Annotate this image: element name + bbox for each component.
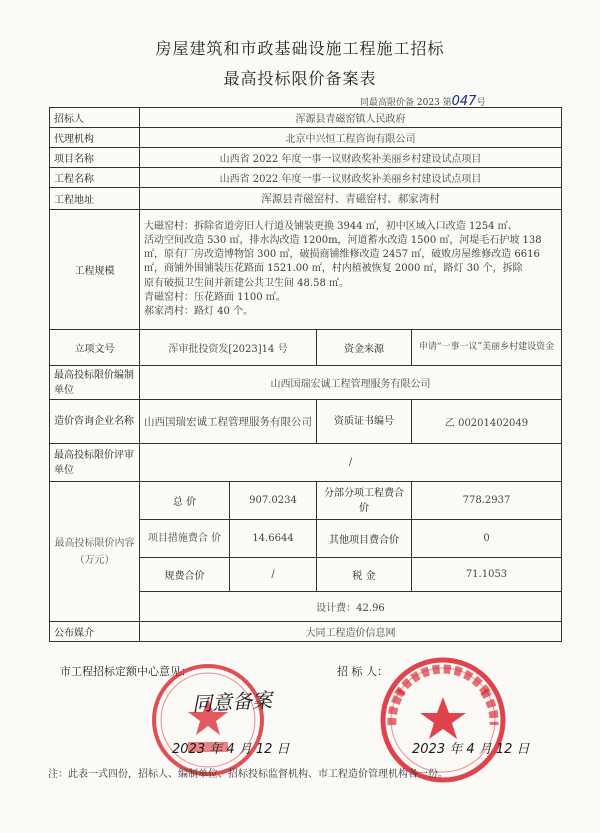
scale-line: 郝家湾村：路灯 40 个。 <box>144 306 254 317</box>
engineering-site-value: 浑源县青磁窑村、青磁窑村、郝家湾村 <box>140 188 562 210</box>
engineering-name-value: 山西省 2022 年度一事一议财政奖补美丽乡村建设试点项目 <box>140 168 562 188</box>
scale-line: 大磁窑村：拆除省道旁旧人行道及铺装更换 3944 ㎡，初中区域入口改造 1254 ㎡、 <box>144 220 518 232</box>
tax-label: 税 金 <box>317 558 412 592</box>
consulting-value: 山西国瑞宏诚工程管理服务有限公司 <box>140 400 317 444</box>
media-value: 大同工程造价信息网 <box>140 622 562 642</box>
agent-label: 代理机构 <box>50 128 140 148</box>
filing-table <box>49 107 562 642</box>
agent-value: 北京中兴恒工程咨询有限公司 <box>140 128 562 148</box>
limit-label: 最高投标限价内容（万元） <box>50 482 140 622</box>
date-right: 2023 年 4 月 12 日 <box>412 742 530 757</box>
date-left: 2023 年 4 月 12 日 <box>172 742 290 757</box>
row-engineering-name <box>50 168 562 188</box>
other-label: 其他项目费合价 <box>317 520 412 558</box>
approval-label: 立项文号 <box>50 330 140 366</box>
consulting-label: 造价咨询企业名称 <box>50 400 140 444</box>
funding-label: 资金来源 <box>317 330 412 366</box>
scale-line: 青磁窑村：压花路面 1100 ㎡。 <box>144 291 286 303</box>
row-approval <box>50 330 562 366</box>
scale-line: 原有破损卫生间并新建公共卫生间 48.58 ㎡。 <box>144 277 349 289</box>
scale-description <box>140 210 562 330</box>
row-limit-total <box>50 482 562 520</box>
tenderer-value: 浑源县青磁窑镇人民政府 <box>140 108 562 128</box>
cert-value: 乙 00201402049 <box>412 400 562 444</box>
measure-label: 项目措施费合 价 <box>140 520 230 558</box>
measure-value: 14.6644 <box>230 520 317 558</box>
project-name-value: 山西省 2022 年度一事一议财政奖补美丽乡村建设试点项目 <box>140 148 562 168</box>
tenderer-label: 招标人 <box>50 108 140 128</box>
row-agent <box>50 128 562 148</box>
engineering-name-label: 工程名称 <box>50 168 140 188</box>
row-project-name <box>50 148 562 168</box>
reviewer-label: 最高投标限价评审单位 <box>50 444 140 482</box>
engineering-site-label: 工程地址 <box>50 188 140 210</box>
approval-value: 浑审批投资发[2023]14 号 <box>140 330 317 366</box>
funding-value: 申请“一事一议”美丽乡村建设资金 <box>412 330 562 366</box>
fee-value: / <box>230 558 317 592</box>
tenderer-sign-label: 招 标 人： <box>337 665 388 678</box>
scale-line: 活动空间改造 530 ㎡，排水沟改造 1200m，河道蓄水改造 1500 ㎡，河堤毛石护坡 138 <box>144 234 542 246</box>
approval-handwriting: 同意备案 <box>191 687 273 717</box>
form-title-line2: 最高投标限价备案表 <box>223 69 377 88</box>
design-fee: 设计费：42.96 <box>140 592 562 622</box>
scale-line: ㎡，商铺外围铺装压花路面 1521.00 ㎡，村内植被恢复 2000 ㎡，路灯 30 个，拆除 <box>144 263 523 275</box>
row-reviewer <box>50 444 562 482</box>
row-engineering-site <box>50 188 562 210</box>
fee-label: 规费合价 <box>140 558 230 592</box>
project-name-label: 项目名称 <box>50 148 140 168</box>
record-suffix: 号 <box>476 98 486 108</box>
reviewer-value: / <box>140 444 562 482</box>
center-seal-icon <box>148 660 268 780</box>
form-title-line1: 房屋建筑和市政基础设施工程施工招标 <box>155 39 445 58</box>
media-label: 公布媒介 <box>50 622 140 642</box>
compiler-value: 山西国瑞宏诚工程管理服务有限公司 <box>140 366 562 400</box>
row-scale <box>50 210 562 330</box>
scale-line: ㎡，原有厂房改造博物馆 300 ㎡，破损商铺维修改造 2457 ㎡，破败房屋维修改造 6616 <box>144 249 540 261</box>
row-tenderer <box>50 108 562 128</box>
record-number-value: 047 <box>451 94 477 109</box>
center-opinion-label: 市工程招标定额中心意见： <box>60 665 192 678</box>
total-label: 总 价 <box>140 482 230 520</box>
row-consulting <box>50 400 562 444</box>
cert-label: 资质证书编号 <box>317 400 412 444</box>
total-value: 907.0234 <box>230 482 317 520</box>
other-value: 0 <box>412 520 562 558</box>
sub-value: 778.2937 <box>412 482 562 520</box>
sub-label: 分部分项工程费合价 <box>317 482 412 520</box>
scale-label: 工程规模 <box>50 210 140 330</box>
record-prefix: 同最高限价备 2023 第 <box>360 98 452 108</box>
footer-note: 注：此表一式四份，招标人、编制单位、招标投标监督机构、市工程造价管理机构各一份。 <box>48 769 448 780</box>
row-media <box>50 622 562 642</box>
tax-value: 71.1053 <box>412 558 562 592</box>
row-compiler <box>50 366 562 400</box>
compiler-label: 最高投标限价编制单位 <box>50 366 140 400</box>
